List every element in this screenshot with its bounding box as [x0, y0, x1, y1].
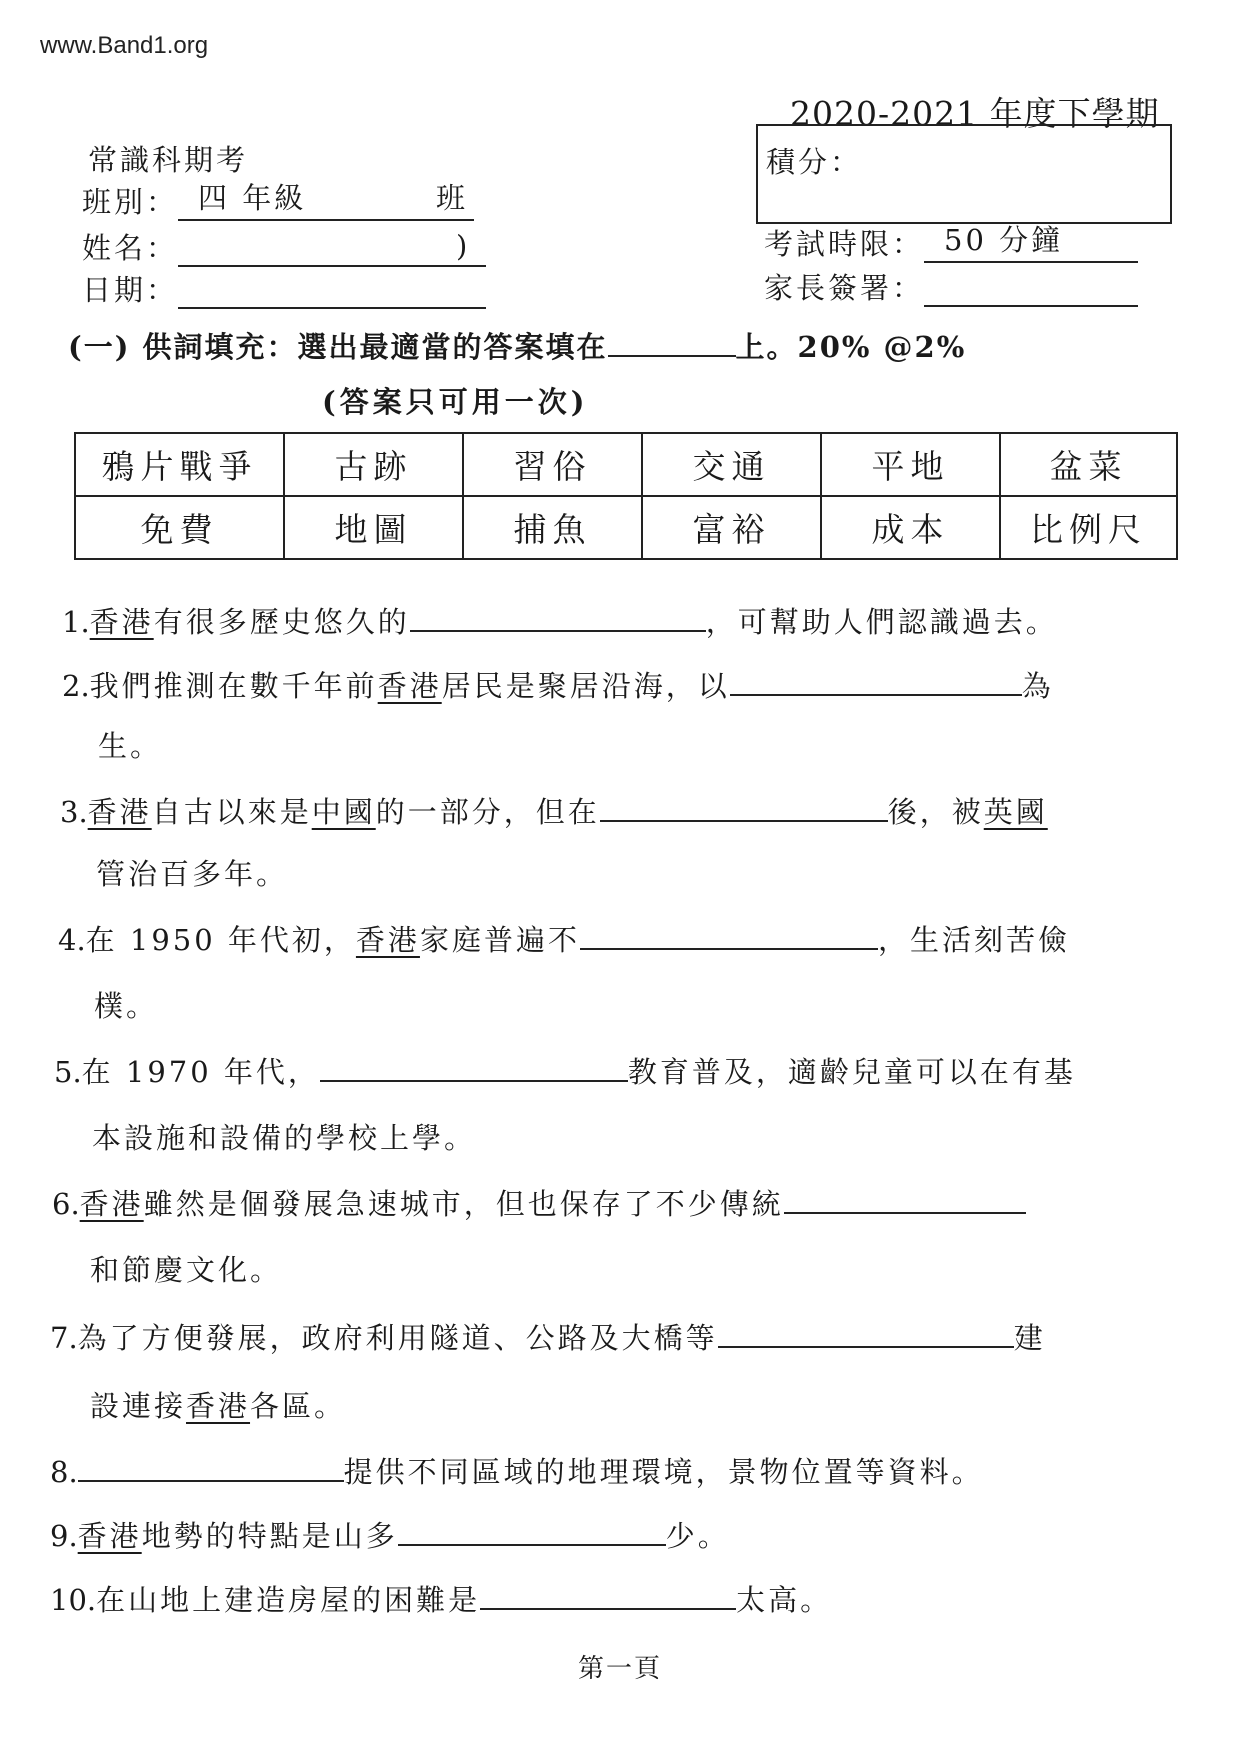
word-cell: 比例尺: [1000, 496, 1177, 559]
page-footer: 第一頁: [577, 1654, 662, 1684]
word-cell: 平地: [821, 433, 1000, 496]
name-field[interactable]: [178, 229, 486, 267]
name-label: 姓名：: [82, 231, 179, 265]
question-number: 7.: [50, 1321, 78, 1355]
question-text: 提供不同區域的地理環境，景物位置等資料。: [343, 1455, 984, 1489]
question-text: 為: [1021, 669, 1054, 703]
answer-blank[interactable]: [784, 1184, 1026, 1214]
question-text: 家庭普遍不: [419, 923, 580, 957]
answer-blank[interactable]: [730, 666, 1022, 696]
question-6: [52, 1182, 1026, 1223]
question-text: 自古以來是: [151, 795, 312, 829]
question-text: ，生活刻苦儉: [877, 923, 1070, 957]
word-cell: 交通: [642, 433, 821, 496]
proper-noun: 香港: [77, 1519, 142, 1553]
question-text: 居民是聚居沿海，以: [441, 669, 730, 703]
signature-label: 家長簽署：: [764, 271, 925, 305]
section-note: (答案只可用一次): [322, 385, 589, 419]
question-7-continued: [90, 1384, 346, 1425]
question-text: 我們推測在數千年前: [89, 669, 378, 703]
question-6-continued: 和節慶文化。: [90, 1253, 283, 1287]
time-value: 50 分鐘: [944, 223, 1064, 257]
question-text: 的一部分，但在: [375, 795, 600, 829]
question-text: 設連接: [90, 1389, 187, 1423]
proper-noun: 香港: [89, 605, 154, 639]
answer-blank[interactable]: [580, 920, 878, 950]
section-title-b: 上。20% @2%: [735, 330, 967, 364]
question-3-continued: 管治百多年。: [96, 857, 289, 891]
question-text: 有很多歷史悠久的: [153, 605, 410, 639]
question-text: 教育普及，適齡兒童可以在有基: [627, 1055, 1076, 1089]
section-title-a: (一) 供詞填充：選出最適當的答案填在: [68, 330, 608, 364]
question-2: [62, 664, 1054, 705]
word-cell: 習俗: [463, 433, 642, 496]
question-text: 建: [1013, 1321, 1046, 1355]
class-suffix: 班: [436, 181, 469, 215]
question-5-continued: 本設施和設備的學校上學。: [92, 1121, 477, 1155]
word-cell: 免費: [75, 496, 284, 559]
answer-blank[interactable]: [320, 1052, 628, 1082]
question-text: 在山地上建造房屋的困難是: [96, 1583, 481, 1617]
question-7: [50, 1316, 1046, 1357]
question-4: [58, 918, 1070, 959]
answer-blank[interactable]: [480, 1580, 736, 1610]
proper-noun: 香港: [87, 795, 152, 829]
word-bank-row: [75, 496, 1177, 559]
time-field: [924, 223, 1138, 263]
proper-noun: 香港: [79, 1187, 144, 1221]
question-number: 1.: [62, 605, 90, 639]
answer-blank[interactable]: [718, 1318, 1014, 1348]
question-4-continued: 樸。: [94, 989, 159, 1023]
question-text: 為了方便發展，政府利用隧道、公路及大橋等: [77, 1321, 718, 1355]
signature-field[interactable]: [924, 273, 1138, 307]
signature-row: [764, 266, 1138, 307]
question-number: 2.: [62, 669, 90, 703]
answer-blank[interactable]: [398, 1516, 666, 1546]
question-3: [60, 790, 1048, 831]
word-cell: 捕魚: [463, 496, 642, 559]
question-text: 雖然是個發展急速城市，但也保存了不少傳統: [143, 1187, 784, 1221]
class-value: 四 年級: [198, 181, 307, 215]
score-box[interactable]: [756, 124, 1172, 224]
proper-noun: 英國: [983, 795, 1048, 829]
word-cell: 盆菜: [1000, 433, 1177, 496]
question-2-continued: 生。: [98, 729, 163, 763]
word-bank-table: [74, 432, 1178, 560]
date-label: 日期：: [82, 273, 179, 307]
question-number: 8.: [50, 1455, 78, 1489]
answer-blank[interactable]: [78, 1452, 344, 1482]
proper-noun: 香港: [186, 1389, 251, 1423]
question-number: 10.: [50, 1583, 97, 1617]
proper-noun: 中國: [311, 795, 376, 829]
section-title: [68, 325, 966, 366]
name-paren: ): [456, 229, 471, 263]
question-1: [62, 600, 1058, 641]
question-8: [50, 1450, 984, 1491]
word-bank-row: [75, 433, 1177, 496]
question-text: 少。: [665, 1519, 730, 1553]
time-row: [764, 222, 1138, 263]
date-field[interactable]: [178, 275, 486, 309]
question-number: 5.: [54, 1055, 82, 1089]
word-cell: 富裕: [642, 496, 821, 559]
class-field[interactable]: [178, 181, 474, 221]
word-cell: 鴉片戰爭: [75, 433, 284, 496]
score-label: 積分：: [766, 145, 863, 179]
word-cell: 地圖: [284, 496, 463, 559]
question-text: 在 1950 年代初，: [85, 923, 356, 957]
question-5: [54, 1050, 1076, 1091]
question-text: 各區。: [250, 1389, 347, 1423]
question-text: 地勢的特點是山多: [141, 1519, 398, 1553]
question-number: 4.: [58, 923, 86, 957]
question-number: 9.: [50, 1519, 78, 1553]
answer-blank[interactable]: [410, 602, 706, 632]
word-cell: 古跡: [284, 433, 463, 496]
proper-noun: 香港: [377, 669, 442, 703]
question-text: 後，被: [887, 795, 984, 829]
date-row: [82, 268, 486, 309]
question-9: [50, 1514, 730, 1555]
question-text: ，可幫助人們認識過去。: [705, 605, 1058, 639]
section-title-blank: [608, 329, 736, 357]
term-title: 2020-2021 年度下學期: [790, 94, 1160, 133]
question-number: 3.: [60, 795, 88, 829]
time-label: 考試時限：: [764, 227, 925, 261]
question-number: 6.: [52, 1187, 80, 1221]
question-text: 在 1970 年代，: [81, 1055, 320, 1089]
answer-blank[interactable]: [600, 792, 888, 822]
question-10: [50, 1578, 832, 1619]
proper-noun: 香港: [355, 923, 420, 957]
class-label: 班別：: [82, 185, 179, 219]
word-cell: 成本: [821, 496, 1000, 559]
name-row: [82, 226, 486, 267]
question-text: 太高。: [736, 1583, 833, 1617]
subject-title: 常識科期考: [88, 143, 249, 177]
class-row: [82, 180, 474, 221]
site-watermark: www.Band1.org: [40, 32, 209, 59]
